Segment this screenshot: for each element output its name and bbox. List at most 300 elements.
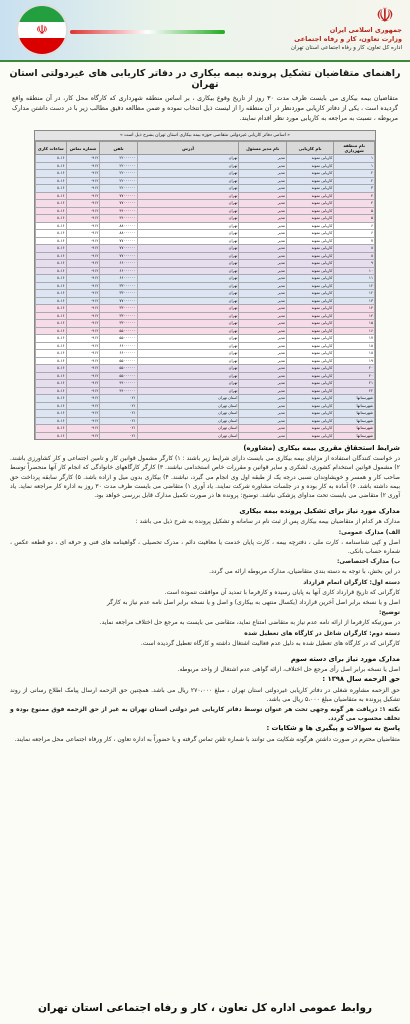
table-cell: تهران [137, 252, 239, 260]
table-cell: تهران [137, 342, 239, 350]
notes-heading: توضیح: [379, 609, 400, 617]
table-cell: ۰۹۱۲ [66, 170, 100, 178]
table-cell: تهران [137, 387, 239, 395]
table-cell: تهران [137, 230, 239, 238]
table-cell: مدیر [239, 267, 286, 275]
fee-note: نکته ۱: دریافت هر گونه وجهی تحت هر عنوان توسط دفاتر کاریابی غیر دولتی استان تهران به غیر از حق الزحمه فوق ممنوع بوده و تخلف محسوب می گردد. [10, 706, 400, 723]
table-cell: کاریابی نمونه [286, 402, 333, 410]
table-cell: شهرستانها [334, 417, 375, 425]
flag-ribbon [70, 30, 225, 34]
table-row [36, 297, 375, 305]
table-cell: کاریابی نمونه [286, 200, 333, 208]
table-cell: ۶۶۰۰۰۰۰۰ [100, 350, 137, 358]
table-cell: ۸-۱۶ [36, 155, 67, 163]
table-cell: کاریابی نمونه [286, 177, 333, 185]
table-cell: ۸-۱۶ [36, 207, 67, 215]
table-cell: ۴۴۰۰۰۰۰۰ [100, 207, 137, 215]
table-cell: شهرستانها [334, 402, 375, 410]
table-cell: ۷۷۰۰۰۰۰۰ [100, 245, 137, 253]
table-cell: ۰۹۱۲ [66, 282, 100, 290]
table-cell: مدیر [239, 245, 286, 253]
table-header-cell: نام مدیر مسئول [239, 142, 286, 155]
table-cell: ۰۹۱۲ [66, 425, 100, 433]
table-cell: ۰۹۱۲ [66, 207, 100, 215]
table-row [36, 252, 375, 260]
table-cell: کاریابی نمونه [286, 267, 333, 275]
table-cell: ۰۹۱۲ [66, 222, 100, 230]
table-title: « اسامی دفاتر کاریابی غیردولتی متقاضی حوزه بیمه بیکاری استان تهران بشرح ذیل است » [35, 131, 375, 141]
table-cell [286, 440, 333, 441]
table-cell: ۶ [334, 230, 375, 238]
table-cell: ۸-۱۶ [36, 237, 67, 245]
table-cell: ۱۶ [334, 327, 375, 335]
table-cell: ۱۴ [334, 305, 375, 313]
table-cell: ۱ [334, 162, 375, 170]
conditions-section [0, 440, 410, 503]
table-cell: ۰۲۱ [100, 402, 137, 410]
table-cell: مدیر [239, 222, 286, 230]
table-cell: ۱۷ [334, 335, 375, 343]
table-cell: مدیر [239, 372, 286, 380]
table-cell: ۰۹۱۲ [66, 320, 100, 328]
table-cell: ۰۹۱۲ [66, 312, 100, 320]
table-cell: کاریابی نمونه [286, 245, 333, 253]
table-cell: ۰۹۱۲ [66, 215, 100, 223]
table-cell: ۰۹۱۲ [66, 155, 100, 163]
table-cell: تهران [137, 380, 239, 388]
table-row [36, 432, 375, 440]
table-cell: ۸-۱۶ [36, 320, 67, 328]
table-cell: کاریابی نمونه [286, 387, 333, 395]
table-cell: تهران [137, 357, 239, 365]
table-cell: مدیر [239, 170, 286, 178]
table-cell: مدیر [239, 395, 286, 403]
table-row [36, 327, 375, 335]
table-cell: استان تهران [137, 410, 239, 418]
table-cell: ۲۲ [334, 387, 375, 395]
category1-item: اصل و یا نسخه برابر اصل آخرین قرارداد (یکسال منتهی به بیکاری) و اصل و یا نسخه برابر اصل نامه عدم نیاز به کارگر [106, 599, 400, 607]
table-cell: مدیر [239, 282, 286, 290]
table-cell: کاریابی نمونه [286, 305, 333, 313]
table-cell: ۴۴۰۰۰۰۰۰ [100, 387, 137, 395]
table-cell: ۰۹۱۲ [66, 395, 100, 403]
table-cell: ۸ [334, 252, 375, 260]
table-cell: کاریابی نمونه [286, 290, 333, 298]
conditions-heading: شرایط استحقاق مقرری بیمه بیکاری (مشاوره) [243, 444, 400, 452]
table-cell: کاریابی نمونه [286, 335, 333, 343]
table-cell: کاریابی نمونه [286, 350, 333, 358]
table-cell: مدیر [239, 200, 286, 208]
table-cell: ۶۶۰۰۰۰۰۰ [100, 260, 137, 268]
table-cell: ۸-۱۶ [36, 162, 67, 170]
table-cell: ۵۵۰۰۰۰۰۰ [100, 335, 137, 343]
table-row [36, 177, 375, 185]
table-cell: مدیر [239, 207, 286, 215]
conditions-text: در خواست کنندگان استفاده از مزایای بیمه بیکاری می بایست دارای شرایط زیر باشند : ۱) کارگر مشمول قوانین کار و تامین اجتماعی و کار کشاورزی باشند. ۲) مشمول قوانین استخدام کشوری، لشکری و سایر قوانین و مقررات خاص استخدامی نباشند. ۳) کارگر کارگاههای خانوادگی که انجام کار آنها منحصراً توسط صاحب کار و همسر و خویشاوندان نسبی درجه یک از طبقه اول وی انجام می گیرد، نباشند. ۴) بیکاری بدون میل و اراده باشد. ۵) کارگر سابقه پرداخت حق بیمه داشته باشد. ۶) آماده به کار بوده و در جلسات مشاوره شرکت نمایند. یاد آوری ۱) متقاضی می بایست ظرف مدت ۳۰ روز به اداره کار مراجعه نماید. یاد آوری ۲) متقاضی می بایست تحت مداوای پزشکی نباشد. توضیح: پرونده ها در صورت تکمیل مدارک قابل بررسی خواهد بود. [10, 455, 400, 500]
table-row [36, 402, 375, 410]
other-section [0, 651, 410, 747]
table-cell: ۸-۱۶ [36, 297, 67, 305]
header [0, 0, 410, 62]
table-cell: ۰۹۱۲ [66, 162, 100, 170]
table-cell: تهران [137, 222, 239, 230]
table-row [36, 365, 375, 373]
table-cell: ۸-۱۶ [36, 387, 67, 395]
table-cell: کاریابی نمونه [286, 297, 333, 305]
category1-text: کارگرانی که تاریخ قرارداد کاری آنها به پایان رسیده و کارفرما با تمدید آن موافقت ننموده است. [164, 588, 400, 596]
table-cell: ۸-۱۶ [36, 192, 67, 200]
table-row [36, 410, 375, 418]
table-cell: ۳۳۰۰۰۰۰۰ [100, 320, 137, 328]
table-cell: ۸-۱۶ [36, 252, 67, 260]
table-cell: ۱ [334, 155, 375, 163]
table-cell: ۶۶۰۰۰۰۰۰ [100, 275, 137, 283]
table-header-cell: نام کاریابی [286, 142, 333, 155]
table-cell: مدیر [239, 357, 286, 365]
table-cell: ۹ [334, 260, 375, 268]
fee-heading: حق الزحمه سال ۱۳۹۸ : [322, 675, 400, 684]
table-cell: مدیر [239, 342, 286, 350]
table-body [36, 155, 375, 441]
table-cell: ۷۷۰۰۰۰۰۰ [100, 192, 137, 200]
table-cell: کاریابی نمونه [286, 162, 333, 170]
table-cell [100, 440, 137, 441]
table-cell: ۸-۱۶ [36, 342, 67, 350]
table-cell: کاریابی نمونه [286, 312, 333, 320]
table-cell: تهران [137, 327, 239, 335]
table-cell: تهران [137, 305, 239, 313]
table-cell: تهران [137, 170, 239, 178]
table-cell: تهران [137, 297, 239, 305]
table-cell: ۸۸۰۰۰۰۰۰ [100, 230, 137, 238]
table-row [36, 305, 375, 313]
iran-flag-icon: ☫ [16, 4, 68, 56]
table-cell: ۰۹۱۲ [66, 342, 100, 350]
table-cell: ۰۹۱۲ [66, 380, 100, 388]
table-cell [137, 440, 239, 441]
table-row [36, 222, 375, 230]
table-cell: مدیر [239, 215, 286, 223]
table-header-cell: شماره تماس [66, 142, 100, 155]
table-cell: ۱۱ [334, 275, 375, 283]
table-cell [36, 440, 67, 441]
table-cell: ۰۲۱ [100, 410, 137, 418]
table-cell: مدیر [239, 192, 286, 200]
table-row [36, 162, 375, 170]
table-cell: مدیر [239, 297, 286, 305]
table-cell: شهرستانها [334, 425, 375, 433]
table-cell: ۳ [334, 185, 375, 193]
general-docs-heading: الف) مدارک عمومی: [338, 528, 400, 536]
table-cell: ۸-۱۶ [36, 312, 67, 320]
table-cell: ۰۹۱۲ [66, 267, 100, 275]
table-cell: ۱۳ [334, 297, 375, 305]
table-cell: استان تهران [137, 425, 239, 433]
table-cell: کاریابی نمونه [286, 357, 333, 365]
table-cell: ۷۷۰۰۰۰۰۰ [100, 237, 137, 245]
table-row [36, 267, 375, 275]
table-cell: ۸-۱۶ [36, 402, 67, 410]
other-text: اصل یا نسخه برابر اصل رأی مرجع حل اختلاف، ارائه گواهی عدم اشتغال از واحد مربوطه. [177, 666, 400, 674]
page-title: راهنمای متقاضیان تشکیل پرونده بیمه بیکاری در دفاتر کاریابی های غیردولتی استان تهران [9, 68, 401, 90]
table-row [36, 207, 375, 215]
table-cell: شهرستانها [334, 395, 375, 403]
table-cell: ۰۹۱۲ [66, 230, 100, 238]
table-cell: مدیر [239, 177, 286, 185]
table-cell: مدیر [239, 155, 286, 163]
table-cell: مدیر [239, 252, 286, 260]
table-cell: تهران [137, 215, 239, 223]
table-cell: ۱۰ [334, 267, 375, 275]
table-cell: ۸-۱۶ [36, 305, 67, 313]
contact-heading: پاسخ به سوالات و پیگیری ها و شکایات : [266, 724, 400, 733]
org-line2: وزارت تعاون، کار و رفاه اجتماعی [294, 35, 402, 43]
table-cell: کاریابی نمونه [286, 275, 333, 283]
table-cell: تهران [137, 335, 239, 343]
table-row [36, 260, 375, 268]
table-cell: ۲ [334, 177, 375, 185]
table-cell [239, 440, 286, 441]
contact-text: متقاضیان محترم در صورت داشتن هرگونه شکایت می توانند با شماره تلفن تماس گرفته و یا حضوراً به اداره تعاون ، کار ورفاه اجتماعی محل مراجعه نمایند. [14, 735, 400, 743]
table-cell: ۷ [334, 237, 375, 245]
table-cell: کاریابی نمونه [286, 185, 333, 193]
table-cell: تهران [137, 245, 239, 253]
table-cell: کاریابی نمونه [286, 327, 333, 335]
table-cell: ۰۹۱۲ [66, 200, 100, 208]
table-cell: ۸-۱۶ [36, 230, 67, 238]
general-docs-text: اصل و کپی شناسنامه ، کارت ملی ، دفترچه بیمه ، کارت پایان خدمت یا معافیت دائم ، مدرک تحصیلی ، گواهینامه های فنی و حرفه ای ، دو قطعه عکس ، شماره حساب بانکی. [10, 538, 400, 556]
category2-text: کارگرانی که در کارگاه های تعطیل شده به دلیل عدم فعالیت اشتغال داشته و کارگاه تعطیل گردیده است. [140, 639, 400, 647]
table-cell: تهران [137, 275, 239, 283]
table-cell: ۰۹۱۲ [66, 410, 100, 418]
table-cell: ۷۷۰۰۰۰۰۰ [100, 252, 137, 260]
table-cell: مدیر [239, 350, 286, 358]
table-cell: ۸-۱۶ [36, 432, 67, 440]
table-cell: ۴ [334, 200, 375, 208]
table-cell: کاریابی نمونه [286, 215, 333, 223]
table-cell: مدیر [239, 335, 286, 343]
table-row [36, 185, 375, 193]
table-cell: ۰۹۱۲ [66, 185, 100, 193]
table-cell: ۰۹۱۲ [66, 387, 100, 395]
table-cell: کاریابی نمونه [286, 425, 333, 433]
table-cell: ۸-۱۶ [36, 282, 67, 290]
table-row [36, 425, 375, 433]
table-cell: مدیر [239, 410, 286, 418]
table-cell: ۸-۱۶ [36, 290, 67, 298]
table-row [36, 170, 375, 178]
table-cell: استان تهران [137, 417, 239, 425]
category1-heading: دسته اول: کارگران اتمام قرارداد [303, 578, 400, 586]
table-cell: تهران [137, 350, 239, 358]
documents-heading: مدارک مورد نیاز برای تشکیل پرونده بیمه بیکاری [239, 507, 400, 516]
table-cell: ۱۴ [334, 312, 375, 320]
table-cell: ۰۹۱۲ [66, 432, 100, 440]
table-cell: ۷۷۰۰۰۰۰۰ [100, 200, 137, 208]
table-cell: مدیر [239, 237, 286, 245]
table-cell: ۴۴۰۰۰۰۰۰ [100, 380, 137, 388]
table-cell: مدیر [239, 417, 286, 425]
table-cell: کاریابی نمونه [286, 342, 333, 350]
table-cell: کاریابی نمونه [286, 282, 333, 290]
table-cell: ۶۶۰۰۰۰۰۰ [100, 267, 137, 275]
table-row [36, 312, 375, 320]
notes-text: در صورتیکه کارفرما از ارائه نامه عدم نیاز به متقاضی امتناع نماید، متقاضی می بایست به مرجع حل اختلاف مراجعه نماید. [99, 619, 400, 627]
table-cell: ۱۵ [334, 320, 375, 328]
table-cell: ۰۲۱ [100, 432, 137, 440]
table-row [36, 380, 375, 388]
table-cell: ۰۹۱۲ [66, 237, 100, 245]
table-cell: مدیر [239, 327, 286, 335]
table-cell: ۸-۱۶ [36, 267, 67, 275]
table-cell: ۰۹۱۲ [66, 417, 100, 425]
table-cell: ۳۳۰۰۰۰۰۰ [100, 282, 137, 290]
table-cell: تهران [137, 162, 239, 170]
table-cell: ۱۸ [334, 342, 375, 350]
table-cell: تهران [137, 177, 239, 185]
table-cell: مدیر [239, 402, 286, 410]
table-cell: ۳۳۰۰۰۰۰۰ [100, 312, 137, 320]
table-cell: ۰۹۱۲ [66, 177, 100, 185]
table-cell: ۸-۱۶ [36, 260, 67, 268]
table-cell: مدیر [239, 162, 286, 170]
table-cell: استان تهران [137, 432, 239, 440]
table-cell: ۰۹۱۲ [66, 305, 100, 313]
org-name [232, 26, 402, 53]
table-cell: تهران [137, 312, 239, 320]
specific-docs-text: در این بخش، با توجه به دسته بندی متقاضیان، مدارک مربوطه ارائه می گردد. [209, 568, 400, 576]
table-row [36, 282, 375, 290]
table-cell: ۰۹۱۲ [66, 297, 100, 305]
table-row [36, 215, 375, 223]
table-header-cell: تلفن [100, 142, 137, 155]
table-cell: ۸-۱۶ [36, 395, 67, 403]
table-cell: تهران [137, 267, 239, 275]
table-cell: ۰۹۱۲ [66, 350, 100, 358]
table-cell: کاریابی نمونه [286, 237, 333, 245]
table-cell: ۲۰ [334, 372, 375, 380]
table-cell: کاریابی نمونه [286, 170, 333, 178]
table-cell: ۸-۱۶ [36, 215, 67, 223]
footer-signature: روابط عمومی اداره کل تعاون ، کار و رفاه اجتماعی استان تهران [37, 1002, 373, 1014]
table-cell: ۰۹۱۲ [66, 327, 100, 335]
table-cell: ۲۰ [334, 365, 375, 373]
table-cell: مدیر [239, 320, 286, 328]
table-cell: ۵ [334, 207, 375, 215]
table-cell: ۱۲ [334, 290, 375, 298]
table-cell: کاریابی نمونه [286, 380, 333, 388]
table-cell: ۸-۱۶ [36, 222, 67, 230]
table-cell: ۲۲۰۰۰۰۰۰ [100, 177, 137, 185]
table-header-row [36, 142, 375, 155]
table-cell: مدیر [239, 260, 286, 268]
table-cell: ۵۵۰۰۰۰۰۰ [100, 365, 137, 373]
fee-text: حق الزحمه مشاوره شغلی در دفاتر کاریابی غیردولتی استان تهران ، مبلغ ۲۷۰،۰۰۰ ریال می باشد. همچنین حق الزحمه ارسال پیامک اطلاع رسانی از روند تشکیل پرونده به متقاضیان مبلغ ۵،۰۰۰ ریال می باشد. [10, 686, 400, 703]
table-cell: شهرستانها [334, 410, 375, 418]
table-cell: ۲۲۰۰۰۰۰۰ [100, 162, 137, 170]
table-cell: ۲ [334, 170, 375, 178]
iran-emblem-icon: ☫ [376, 3, 394, 27]
table-row [36, 192, 375, 200]
table-cell: ۶ [334, 222, 375, 230]
table-cell: ۸-۱۶ [36, 185, 67, 193]
table-cell: ۰۹۱۲ [66, 245, 100, 253]
table-row [36, 335, 375, 343]
table-cell: ۸-۱۶ [36, 170, 67, 178]
table-cell: ۳۳۰۰۰۰۰۰ [100, 305, 137, 313]
table-cell: ۸-۱۶ [36, 380, 67, 388]
table-cell: ۵۵۰۰۰۰۰۰ [100, 357, 137, 365]
org-line1: جمهوری اسلامی ایران [329, 26, 402, 34]
table-cell: شهرستانها [334, 432, 375, 440]
table-cell: مدیر [239, 290, 286, 298]
table-cell: کاریابی نمونه [286, 230, 333, 238]
table-cell: ۰۹۱۲ [66, 275, 100, 283]
table-cell: مدیر [239, 387, 286, 395]
table-cell: کاریابی نمونه [286, 372, 333, 380]
table-cell: مدیر [239, 380, 286, 388]
table-row [36, 417, 375, 425]
table-row [36, 290, 375, 298]
table-cell: ۱۹ [334, 357, 375, 365]
table-row [36, 387, 375, 395]
documents-section [0, 503, 410, 651]
table-cell: تهران [137, 320, 239, 328]
table-cell: ۰۹۱۲ [66, 357, 100, 365]
table-cell: کاریابی نمونه [286, 260, 333, 268]
table-cell: ۰۹۱۲ [66, 192, 100, 200]
table-row [36, 275, 375, 283]
table-cell: استان تهران [137, 395, 239, 403]
table-cell: ۳۳۰۰۰۰۰۰ [100, 290, 137, 298]
table-cell: ۸-۱۶ [36, 275, 67, 283]
table-row [36, 372, 375, 380]
table-cell: تهران [137, 290, 239, 298]
org-line3: اداره کل تعاون، کار و رفاه اجتماعی استان تهران [290, 45, 402, 51]
table-row [36, 440, 375, 441]
table-cell: مدیر [239, 275, 286, 283]
table-cell: ۵ [334, 215, 375, 223]
table-cell: ۰۲۱ [100, 425, 137, 433]
table-cell: ۵۵۰۰۰۰۰۰ [100, 327, 137, 335]
table-cell: ۰۹۱۲ [66, 260, 100, 268]
table-cell: ۷۷۰۰۰۰۰۰ [100, 297, 137, 305]
table-cell: ۶۶۰۰۰۰۰۰ [100, 342, 137, 350]
table-cell: مدیر [239, 312, 286, 320]
table-cell [334, 440, 375, 441]
table-cell [66, 440, 100, 441]
table-header-cell: نام منطقه شهرداری [334, 142, 375, 155]
table-cell: تهران [137, 365, 239, 373]
table-cell: کاریابی نمونه [286, 365, 333, 373]
agencies-grid [35, 141, 375, 440]
table-cell: کاریابی نمونه [286, 222, 333, 230]
table-cell: ۸-۱۶ [36, 372, 67, 380]
table-cell: ۲۲۰۰۰۰۰۰ [100, 170, 137, 178]
other-heading: مدارک مورد نیاز برای دسته سوم [290, 655, 400, 664]
agencies-table [34, 130, 376, 440]
table-cell: تهران [137, 260, 239, 268]
table-cell: ۸-۱۶ [36, 410, 67, 418]
table-cell: مدیر [239, 365, 286, 373]
category2-heading: دسته دوم: کارگران شاغل در کارگاه های تعطیل شده [244, 629, 400, 637]
table-cell: تهران [137, 155, 239, 163]
table-cell: ۲۲۰۰۰۰۰۰ [100, 155, 137, 163]
table-cell: کاریابی نمونه [286, 252, 333, 260]
table-cell: ۰۹۱۲ [66, 335, 100, 343]
table-cell: استان تهران [137, 402, 239, 410]
table-cell: ۸-۱۶ [36, 357, 67, 365]
